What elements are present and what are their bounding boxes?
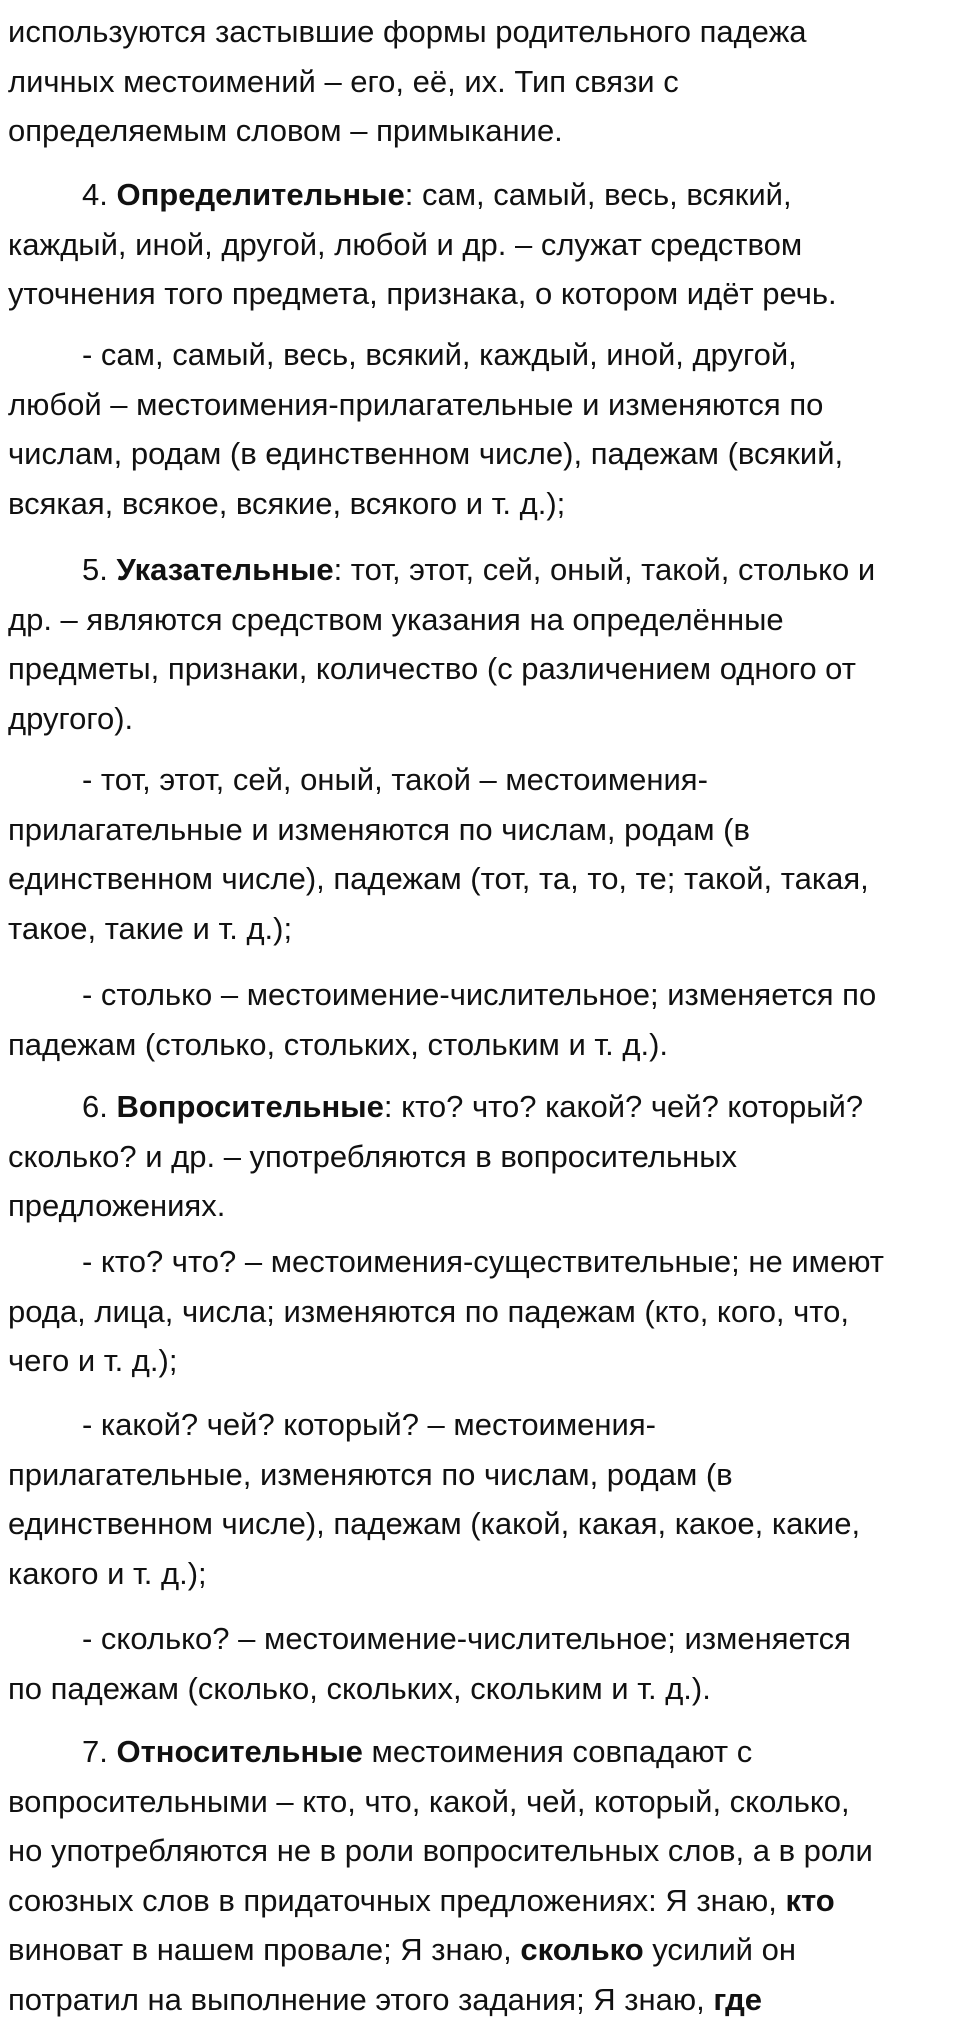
text-run: единственном числе), падежам (тот, та, то, те; такой, такая, [8,861,869,896]
text-line [8,1336,884,1386]
text-run: уточнения того предмета, признака, о котором идёт речь. [8,276,837,311]
text-run: предложениях. [8,1188,225,1223]
text-run: чего и т. д.); [8,1343,177,1378]
text-run: другого). [8,701,133,736]
text-run: числам, родам (в единственном числе), падежам (всякий, [8,436,843,471]
text-line [8,380,843,430]
text-line [8,595,875,645]
text-line [8,644,875,694]
text-run: определяемым словом – примыкание. [8,113,563,148]
bold-term: Относительные [116,1734,362,1769]
text-line [8,1876,873,1926]
text-line [8,106,807,156]
paragraph-definitive-pronouns [8,170,837,319]
text-run: - какой? чей? который? – местоимения- [82,1407,656,1442]
text-run: такое, такие и т. д.); [8,911,292,946]
text-line [8,1727,873,1777]
text-line [8,805,869,855]
text-line [8,1975,873,2024]
text-line [8,330,843,380]
paragraph [8,755,869,953]
text-line [8,1925,873,1975]
text-run: местоимения совпадают с [363,1734,752,1769]
text-line [8,1450,860,1500]
paragraph [8,7,807,156]
text-line [8,1287,884,1337]
text-run: рода, лица, числа; изменяются по падежам (кто, кого, что, [8,1294,849,1329]
text-run: - сам, самый, весь, всякий, каждый, иной, другой, [82,337,797,372]
text-line [8,1614,851,1664]
text-run: любой – местоимения-прилагательные и изменяются по [8,387,823,422]
text-run: 5. [82,552,116,587]
bold-example-word: где [713,1982,762,2017]
text-line [8,545,875,595]
text-run: каждый, иной, другой, любой и др. – служат средством [8,227,802,262]
text-line [8,854,869,904]
text-run: но употребляются не в роли вопросительных слов, а в роли [8,1833,873,1868]
text-run: усилий он [644,1932,796,1967]
paragraph [8,330,843,528]
text-run: 4. [82,177,116,212]
bold-example-word: кто [785,1883,834,1918]
text-run: виноват в нашем провале; Я знаю, [8,1932,520,1967]
text-run: потратил на выполнение этого задания; Я знаю, [8,1982,713,2017]
paragraph [8,1237,884,1386]
text-line [8,479,843,529]
text-run: др. – являются средством указания на определённые [8,602,784,637]
bold-term: Определительные [116,177,404,212]
text-run: - сколько? – местоимение-числительное; изменяется [82,1621,851,1656]
bold-example-word: сколько [520,1932,643,1967]
paragraph [8,970,876,1069]
text-run: по падежам (сколько, скольких, скольким и т. д.). [8,1671,711,1706]
text-run: личных местоимений – его, её, их. Тип связи с [8,64,679,99]
text-run: - кто? что? – местоимения-существительные; не имеют [82,1244,884,1279]
text-line [8,1826,873,1876]
paragraph [8,1400,860,1598]
text-line [8,1181,863,1231]
paragraph-relative-pronouns [8,1727,873,2024]
text-run: всякая, всякое, всякие, всякого и т. д.); [8,486,565,521]
text-line [8,429,843,479]
text-line [8,1400,860,1450]
text-run: единственном числе), падежам (какой, какая, какое, какие, [8,1506,860,1541]
text-line [8,755,869,805]
text-line [8,1132,863,1182]
paragraph [8,1614,851,1713]
paragraph-demonstrative-pronouns [8,545,875,743]
text-line [8,170,837,220]
text-line [8,1777,873,1827]
text-line [8,57,807,107]
text-run: какого и т. д.); [8,1556,207,1591]
text-run: : кто? что? какой? чей? который? [384,1089,863,1124]
text-run: - столько – местоимение-числительное; изменяется по [82,977,876,1012]
text-run: сколько? и др. – употребляются в вопросительных [8,1139,737,1174]
text-line [8,1664,851,1714]
text-run: союзных слов в придаточных предложениях: Я знаю, [8,1883,785,1918]
text-line [8,904,869,954]
text-run: 6. [82,1089,116,1124]
text-line [8,1237,884,1287]
text-line [8,7,807,57]
text-run: 7. [82,1734,116,1769]
text-run: : сам, самый, весь, всякий, [405,177,792,212]
text-line [8,1499,860,1549]
text-line [8,269,837,319]
text-run: прилагательные, изменяются по числам, родам (в [8,1457,733,1492]
text-run: вопросительными – кто, что, какой, чей, который, сколько, [8,1784,850,1819]
bold-term: Вопросительные [116,1089,383,1124]
text-line [8,1549,860,1599]
text-line [8,970,876,1020]
text-run: : тот, этот, сей, оный, такой, столько и [334,552,876,587]
bold-term: Указательные [116,552,333,587]
text-run: предметы, признаки, количество (с различением одного от [8,651,856,686]
paragraph-interrogative-pronouns [8,1082,863,1231]
text-run: прилагательные и изменяются по числам, родам (в [8,812,750,847]
text-line [8,220,837,270]
text-line [8,694,875,744]
text-line [8,1082,863,1132]
text-line [8,1020,876,1070]
text-run: падежам (столько, стольких, стольким и т. д.). [8,1027,668,1062]
text-run: - тот, этот, сей, оный, такой – местоимения- [82,762,708,797]
text-run: используются застывшие формы родительного падежа [8,14,807,49]
